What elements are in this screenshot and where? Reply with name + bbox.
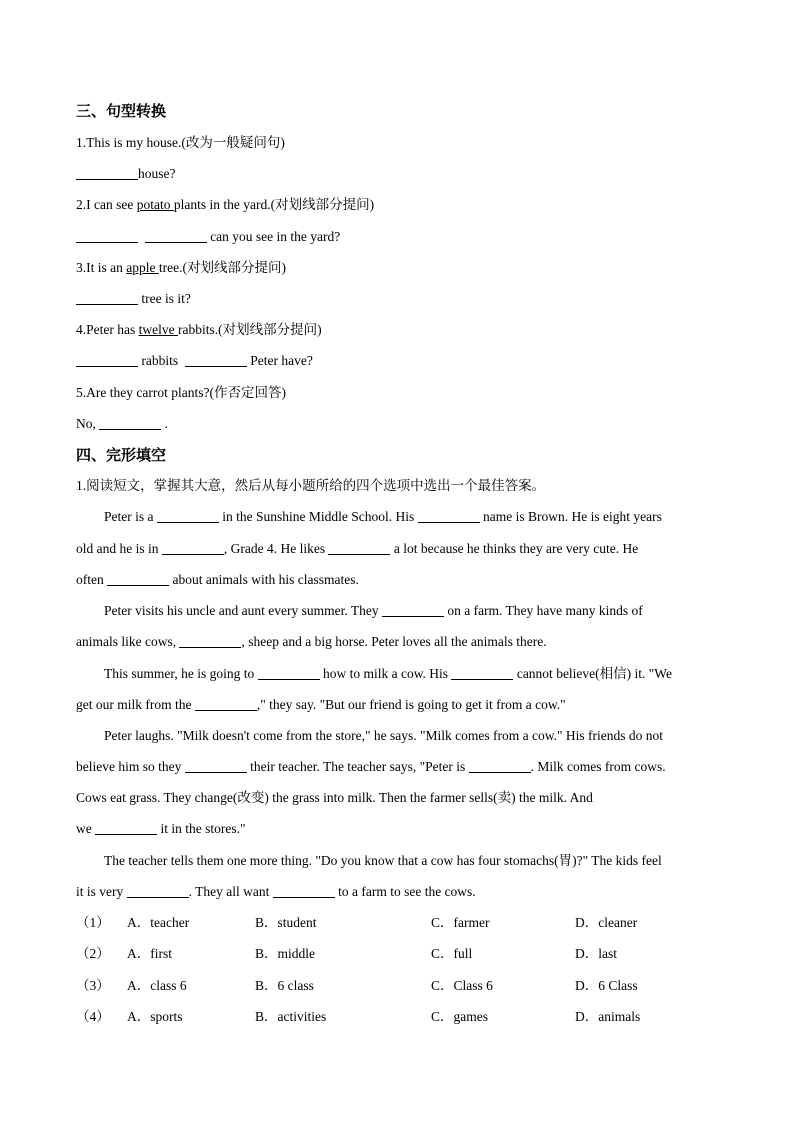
option-row (76, 914, 734, 932)
option-number: （4） (76, 1009, 110, 1024)
passage-line (76, 820, 734, 838)
passage-line (76, 789, 734, 807)
passage-text: name is Brown. He is eight years (483, 509, 662, 524)
question-line (76, 384, 734, 402)
option-d[interactable]: D．6 Class (575, 978, 638, 993)
option-c[interactable]: C．Class 6 (431, 978, 493, 993)
question-text: 5.Are they carrot plants?(作否定回答) (76, 385, 286, 400)
option-row (76, 1008, 734, 1026)
option-b[interactable]: B．activities (255, 1009, 327, 1024)
passage-line (76, 727, 734, 745)
answer-blank[interactable] (162, 540, 224, 555)
answer-blank[interactable] (127, 883, 189, 898)
passage-line (76, 758, 734, 776)
answer-blank[interactable] (95, 820, 157, 835)
option-number: （3） (76, 978, 110, 993)
answer-blank[interactable] (185, 758, 247, 773)
option-b[interactable]: B．middle (255, 946, 315, 961)
passage-text: how to milk a cow. His (322, 666, 449, 681)
answer-blank[interactable] (76, 290, 138, 305)
answer-line (76, 290, 734, 308)
passage-text: . They all want (188, 884, 270, 899)
passage-text: , sheep and a big horse. Peter loves all the animals there. (241, 634, 547, 649)
option-c[interactable]: C．farmer (431, 915, 490, 930)
answer-blank[interactable] (76, 352, 138, 367)
passage-text: get our milk from the (76, 697, 192, 712)
underlined-word: apple (126, 260, 159, 275)
passage-line (76, 571, 734, 589)
passage-line (76, 540, 734, 558)
passage-text: ," they say. "But our friend is going to get it from a cow." (256, 697, 566, 712)
option-row (76, 945, 734, 963)
passage-text: animals like cows, (76, 634, 177, 649)
instruction-text: 1.阅读短文，掌握其大意，然后从每小题所给的四个选项中选出一个最佳答案。 (76, 478, 546, 493)
option-a[interactable]: A．class 6 (127, 978, 187, 993)
option-number: （2） (76, 946, 110, 961)
answer-blank[interactable] (451, 665, 513, 680)
option-c[interactable]: C．full (431, 946, 473, 961)
answer-text: . (164, 416, 168, 431)
answer-blank[interactable] (107, 571, 169, 586)
passage-text: on a farm. They have many kinds of (447, 603, 643, 618)
option-b[interactable]: B．6 class (255, 978, 314, 993)
passage-line (76, 883, 734, 901)
option-d[interactable]: D．animals (575, 1009, 641, 1024)
answer-blank[interactable] (145, 228, 207, 243)
passage-text: Peter visits his uncle and aunt every summer. They (104, 603, 379, 618)
passage-text: it is very (76, 884, 124, 899)
answer-blank[interactable] (328, 540, 390, 555)
option-number: （1） (76, 915, 110, 930)
question-text: tree.(对划线部分提问) (158, 260, 286, 275)
answer-blank[interactable] (179, 633, 241, 648)
passage-text: a lot because he thinks they are very cute. He (393, 541, 639, 556)
passage-line (76, 508, 734, 526)
option-a[interactable]: A．teacher (127, 915, 190, 930)
passage-text: their teacher. The teacher says, "Peter is (250, 759, 466, 774)
option-d[interactable]: D．last (575, 946, 617, 961)
option-c[interactable]: C．games (431, 1009, 488, 1024)
question-text: plants in the yard.(对划线部分提问) (173, 197, 375, 212)
question-line (76, 134, 734, 152)
question-text: 2.I can see (76, 197, 137, 212)
underlined-word: twelve (138, 322, 178, 337)
option-d[interactable]: D．cleaner (575, 915, 638, 930)
answer-text: rabbits (141, 353, 179, 368)
answer-blank[interactable] (273, 883, 335, 898)
passage-text: Peter laughs. "Milk doesn't come from the store," he says. "Milk comes from a cow." His friends do not (104, 728, 663, 743)
passage-text: it in the stores." (160, 821, 246, 836)
answer-text: No, (76, 416, 96, 431)
answer-text: Peter have? (250, 353, 313, 368)
passage-text: Cows eat grass. They change(改变) the grass into milk. Then the farmer sells(卖) the milk. And (76, 790, 593, 805)
option-a[interactable]: A．sports (127, 1009, 183, 1024)
answer-text: can you see in the yard? (210, 229, 341, 244)
passage-text: we (76, 821, 92, 836)
answer-line (76, 352, 734, 370)
question-text: 1.This is my house.(改为一般疑问句) (76, 135, 285, 150)
answer-line (76, 228, 734, 246)
answer-blank[interactable] (185, 352, 247, 367)
answer-line (76, 415, 734, 433)
option-row (76, 977, 734, 995)
option-b[interactable]: B．student (255, 915, 317, 930)
passage-line (76, 633, 734, 651)
passage-text: believe him so they (76, 759, 182, 774)
passage-text: . Milk comes from cows. (530, 759, 666, 774)
answer-blank[interactable] (258, 665, 320, 680)
question-text: rabbits.(对划线部分提问) (177, 322, 322, 337)
underlined-word: potato (136, 197, 174, 212)
passage-text: about animals with his classmates. (172, 572, 359, 587)
passage-text: in the Sunshine Middle School. His (222, 509, 415, 524)
passage-text: to a farm to see the cows. (338, 884, 476, 899)
passage-text: old and he is in (76, 541, 159, 556)
passage-line (76, 852, 734, 870)
passage-text: The teacher tells them one more thing. "Do you know that a cow has four stomachs(胃)?" The kids feel (104, 853, 662, 868)
answer-blank[interactable] (382, 602, 444, 617)
answer-blank[interactable] (76, 228, 138, 243)
passage-text: This summer, he is going to (104, 666, 255, 681)
passage-line (76, 665, 734, 683)
option-a[interactable]: A．first (127, 946, 172, 961)
passage-text: often (76, 572, 104, 587)
answer-blank[interactable] (76, 165, 138, 180)
section-heading: 三、句型转换 (76, 102, 167, 120)
answer-blank[interactable] (469, 758, 531, 773)
answer-text: house? (138, 166, 176, 181)
answer-line (76, 165, 734, 183)
answer-blank[interactable] (195, 696, 257, 711)
passage-text: Peter is a (104, 509, 154, 524)
question-text: 3.It is an (76, 260, 127, 275)
section-heading: 四、完形填空 (76, 446, 167, 464)
question-text: 4.Peter has (76, 322, 139, 337)
answer-blank[interactable] (418, 508, 480, 523)
answer-blank[interactable] (99, 415, 161, 430)
passage-text: cannot believe(相信) it. "We (516, 666, 672, 681)
answer-text: tree is it? (141, 291, 191, 306)
passage-text: , Grade 4. He likes (223, 541, 326, 556)
question-line (76, 259, 734, 277)
question-line (76, 196, 734, 214)
question-line (76, 321, 734, 339)
passage-line (76, 696, 734, 714)
passage-line (76, 602, 734, 620)
answer-blank[interactable] (157, 508, 219, 523)
